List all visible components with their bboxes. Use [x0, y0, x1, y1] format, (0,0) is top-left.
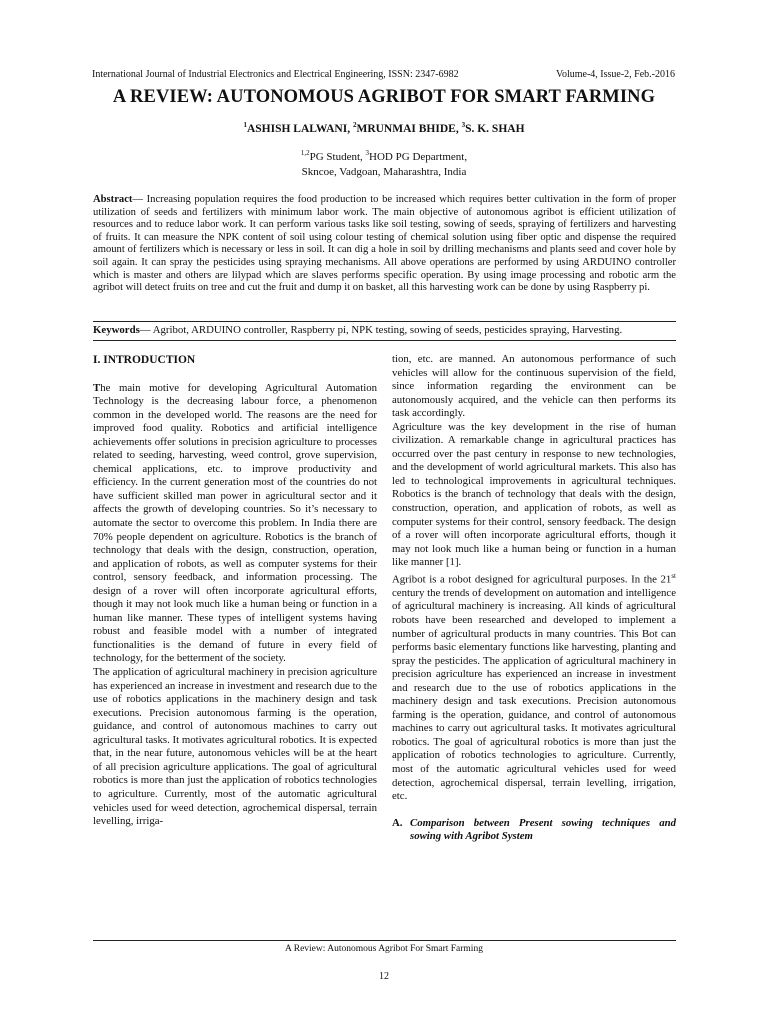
- journal-name: International Journal of Industrial Electronics and Electrical Engineering, ISSN: 2347-6982: [92, 69, 459, 80]
- affiliation-index-1: 1,2: [300, 149, 310, 157]
- author-1-name: ASHISH LALWANI,: [246, 123, 353, 135]
- column-right: [392, 353, 676, 844]
- keywords-label: Keywords: [93, 324, 140, 336]
- subsection-heading: [392, 817, 676, 844]
- running-title: A Review: Autonomous Agribot For Smart Farming: [285, 944, 483, 954]
- intro-paragraph-4: Agriculture was the key development in the rise of human civilization. A remarkable change in agricultural practices has occurred over the past century in response to new technologies, and the development of world agricultural markets. This also has led to technological improvements in agricultural techniques. Robotics is the branch of technology that deals with the design, construction, operation, and application of robots, as well as computer systems for their control, sensory feedback. The design of a rover will often incorporate agricultural efforts, though it may not look much like a human being or function in a human like manner [1].: [392, 420, 676, 569]
- column-left: [93, 352, 377, 829]
- affiliation: [0, 146, 768, 180]
- affiliation-line-1: [0, 146, 768, 165]
- intro-paragraph-1: [93, 382, 377, 666]
- intro-paragraph-3: tion, etc. are manned. An autonomous performance of such vehicles will allow for the continuous supervision of the field, since information regarding the environment can be autonomously acquired, and the vehicle can then performs its task accordingly.: [392, 353, 676, 420]
- author-1-index: 1: [243, 121, 247, 129]
- drop-letter: T: [93, 381, 101, 394]
- affiliation-index-2: 3: [365, 149, 370, 157]
- intro-paragraph-1-text: he main motive for developing Agricultural Automation Technology is the decreasing labour force, a phenomenon common in the developed world. The reasons are the need for improved food quality. Robotics and artificial intelligence achievements offer solutions in precision agriculture to processes related to seeding, harvesting, weed control, grove supervision, chemical applications, etc. to improve productivity and efficiency. In the current generation most of the countries do not have sufficient skilled man power in agricultural sector and it affects the growth of developing countries. So it’s necessary to automate the sector to overcome this problem. In India there are 70% people dependent on agriculture. Robotics is the branch of technology that deals with the design, construction, operation, and application of robots, as well as computer systems for their control, sensory feedback, and information processing. The design of a rover will often incorporate agricultural efforts, though it may not look much like a human being or function in a human like manner. These types of intelligent systems having robust and feasible model with a number of integrated functionalities is the demand of future in every field of technology, for the betterment of the society.: [93, 381, 377, 665]
- affiliation-role-1: PG Student,: [309, 151, 366, 163]
- abstract-label: Abstract: [93, 194, 133, 205]
- intro-paragraph-5-rest: century the trends of development on automation and intelligence of agricultural machinery is increasing. All kinds of agricultural robots have been researched and developed to implement a number of agricultural products in many countries. This Bot can performs basic elementary functions like harvesting, planting and spray the pesticides. The application of agricultural machinery in precision agriculture has experienced an increase in investment and research due to the use of robotics applications in the machinery design and task executions. Precision autonomous farming is the operation, guidance, and control of autonomous machines to carry out agricultural tasks. It motivates agricultural robotics. The goal of agricultural robotics is more than just the application of robotics technologies to agriculture. Currently, most of the automatic agricultural vehicles used for weed detection, agrochemical dispersal, terrain levelling, irrigation, etc.: [392, 586, 676, 803]
- intro-paragraph-5-start: Agribot is a robot designed for agricultural purposes. In the 21: [392, 573, 672, 586]
- affiliation-line-2: Skncoe, Vadgoan, Maharashtra, India: [301, 166, 467, 178]
- abstract-text: — Increasing population requires the food production to be increased which requires better cultivation in the form of proper utilization of seeds and fertilizers with minimum labor work. The main objective of autonomous agribot is efficient utilization of resources and to reduce labor work. It can perform various tasks like soil testing, sowing of seeds, spraying of fertilizers and harvesting of fruits. It can measure the NPK content of soil using colour testing of chemical solution using fiber optic and dispense the required amount of fertilizers which is necessary or less in soil. It can dig a hole in soil by drilling mechanisms and plants seed and cover hole by soil again. It can spray the pesticides using spraying mechanisms. All above operations are performed by using ARDUINO controller which is master and others are lilypad which are slaves performs specific operation. By using image processing and robotic arm the agribot will detect fruits on tree and cut the fruit and dump it on basket, all this harvesting work can be done by using Raspberry pi.: [93, 194, 676, 294]
- paper-title: A REVIEW: AUTONOMOUS AGRIBOT FOR SMART FARMING: [112, 87, 656, 107]
- divider-bottom: [93, 340, 676, 341]
- author-2-index: 2: [352, 121, 357, 129]
- section-heading: I. INTRODUCTION: [93, 354, 196, 366]
- affiliation-role-2: HOD PG Department,: [369, 151, 468, 163]
- intro-paragraph-5: [392, 570, 676, 804]
- subsection-title: Comparison between Present sowing techniques and sowing with Agribot System: [410, 816, 676, 843]
- keywords: [93, 324, 676, 337]
- abstract: [93, 194, 676, 295]
- divider-top: [93, 321, 676, 322]
- journal-header: [92, 69, 675, 80]
- page-number: 12: [379, 971, 389, 982]
- author-3-name: S. K. SHAH: [465, 123, 525, 135]
- footer-divider: [93, 940, 676, 941]
- intro-paragraph-2: The application of agricultural machinery in precision agriculture has experienced an increase in investment and research due to the use of robotics applications in the machinery design and task executions. Precision autonomous farming is the operation, guidance, and control of autonomous machines to carry out agricultural tasks. It motivates agricultural robotics. It is expected that, in the near future, autonomous vehicles will be at the heart of all precision agriculture applications. The goal of agricultural robotics is more than just the application of robotics technologies to agriculture. Currently, most of the automatic agricultural vehicles used for weed detection, agrochemical dispersal, terrain levelling, irriga-: [93, 666, 377, 828]
- keywords-text: — Agribot, ARDUINO controller, Raspberry pi, NPK testing, sowing of seeds, pesticides spraying, Harvesting.: [139, 324, 623, 336]
- ordinal-suffix: st: [671, 571, 676, 580]
- journal-volume: Volume-4, Issue-2, Feb.-2016: [556, 69, 675, 80]
- subsection-letter: A.: [392, 816, 403, 829]
- author-3-index: 3: [461, 121, 466, 129]
- author-2-name: MRUNMAI BHIDE,: [356, 123, 462, 135]
- author-list: [0, 121, 768, 135]
